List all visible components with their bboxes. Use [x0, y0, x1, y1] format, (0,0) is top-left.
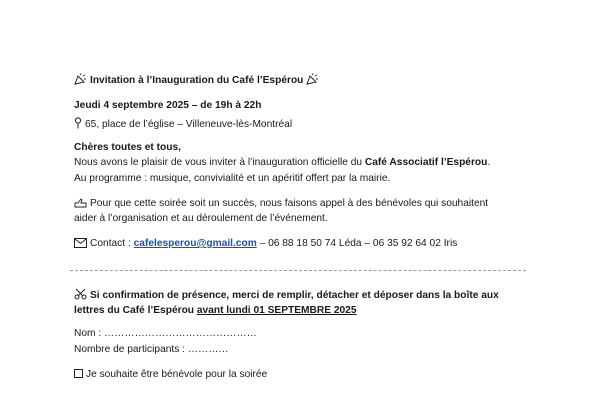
- form-instruction-text: Si confirmation de présence, merci de remplir, détacher et déposer dans la boîte aux: [90, 290, 499, 301]
- volunteer-checkbox-row: [74, 368, 267, 381]
- volunteer-call-line1: [74, 197, 488, 210]
- invitation-title-line: [74, 73, 322, 87]
- intro-text: Nous avons le plaisir de vous inviter à l’inauguration officielle du: [74, 157, 365, 168]
- contact-line: [74, 237, 457, 250]
- envelope-icon: [74, 238, 87, 248]
- party-popper-icon: [306, 73, 319, 85]
- form-instruction-line2: [74, 304, 357, 317]
- contact-phones: – 06 88 18 50 74 Léda – 06 35 92 64 02 Iris: [256, 238, 458, 249]
- event-date-time: Jeudi 4 septembre 2025 – de 19h à 22h: [74, 100, 262, 111]
- program-text: Au programme : musique, convivialité et un apéritif offert par la mairie.: [74, 173, 391, 184]
- form-instruction-line1: [74, 288, 499, 302]
- cut-line-separator: [70, 270, 526, 271]
- scissors-icon: [74, 288, 87, 300]
- participants-field[interactable]: Nombre de participants : …………: [74, 344, 229, 355]
- volunteer-checkbox-label: Je souhaite être bénévole pour la soirée: [86, 369, 268, 380]
- party-popper-icon: [74, 73, 87, 85]
- event-address-line: [74, 117, 292, 131]
- form-instruction-text-2: lettres du Café l’Espérou: [74, 305, 197, 316]
- intro-paragraph: [74, 156, 490, 169]
- greeting: Chères toutes et tous,: [74, 142, 181, 153]
- pin-icon: [74, 117, 82, 129]
- cafe-name: Café Associatif l’Espérou: [364, 157, 488, 168]
- intro-end: .: [487, 157, 491, 168]
- invitation-title: Invitation à l’Inauguration du Café l’Espérou: [90, 75, 304, 86]
- volunteer-call-line2: aider à l’organisation et au déroulement de l’événement.: [74, 213, 328, 224]
- name-field[interactable]: Nom : ………………………………………: [74, 328, 257, 339]
- volunteer-call-text: Pour que cette soirée soit un succès, nous faisons appel à des bénévoles qui souhaitent: [90, 198, 489, 209]
- volunteer-checkbox[interactable]: [74, 369, 83, 378]
- form-deadline: avant lundi 01 SEPTEMBRE 2025: [196, 305, 357, 316]
- contact-label: Contact :: [90, 238, 134, 249]
- pointing-hand-icon: [74, 198, 87, 208]
- contact-email-link[interactable]: cafelesperou@gmail.com: [133, 238, 257, 249]
- event-address: 65, place de l’église – Villeneuve-lès-Montréal: [85, 119, 293, 130]
